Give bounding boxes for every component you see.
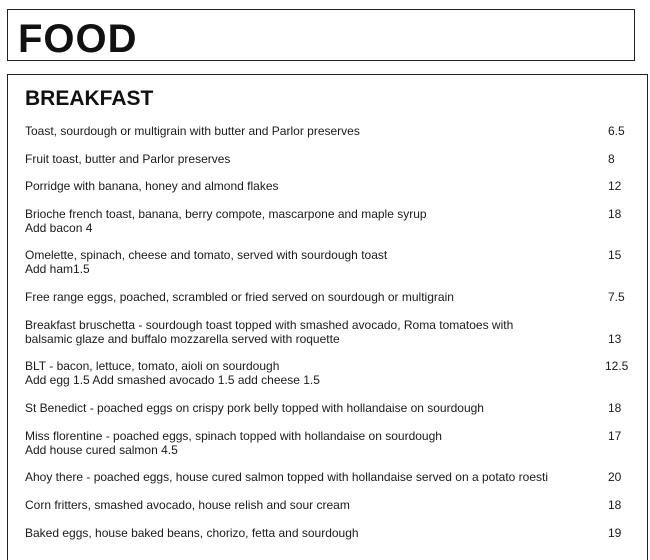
menu-item-description bbox=[25, 124, 585, 138]
menu-item-description-line: balsamic glaze and buffalo mozzarella served with roquette bbox=[25, 332, 340, 346]
menu-item-description bbox=[25, 248, 585, 276]
menu-item-description bbox=[25, 290, 585, 304]
menu-item-description-line: Miss florentine - poached eggs, spinach topped with hollandaise on sourdough bbox=[25, 429, 442, 443]
menu-item-description bbox=[25, 179, 585, 193]
menu-item-description bbox=[25, 359, 585, 387]
menu-item-description bbox=[25, 429, 585, 457]
menu-item-price: 19 bbox=[608, 526, 622, 540]
menu-item-addon-line: Add ham1.5 bbox=[25, 262, 90, 276]
menu-item-description-line: Breakfast bruschetta - sourdough toast topped with smashed avocado, Roma tomatoes with bbox=[25, 318, 514, 332]
menu-item-description bbox=[25, 152, 585, 166]
menu-item-price: 13 bbox=[608, 332, 622, 346]
menu-item-price: 15 bbox=[608, 248, 622, 262]
menu-item-description-line: BLT - bacon, lettuce, tomato, aioli on sourdough bbox=[25, 359, 280, 373]
menu-item-price: 17 bbox=[608, 429, 622, 443]
menu-item-description-line: St Benedict - poached eggs on crispy pork belly topped with hollandaise on sourdough bbox=[25, 401, 484, 415]
menu-item-description-line: Corn fritters, smashed avocado, house relish and sour cream bbox=[25, 498, 350, 512]
menu-item-addon-line: Add bacon 4 bbox=[25, 221, 93, 235]
menu-item-description-line: Baked eggs, house baked beans, chorizo, fetta and sourdough bbox=[25, 526, 359, 540]
menu-item-description-line: Free range eggs, poached, scrambled or fried served on sourdough or multigrain bbox=[25, 290, 454, 304]
menu-item-addon-line: Add egg 1.5 Add smashed avocado 1.5 add cheese 1.5 bbox=[25, 373, 320, 387]
menu-item-price: 20 bbox=[608, 470, 622, 484]
menu-item-description bbox=[25, 207, 585, 235]
menu-item-price: 12 bbox=[608, 179, 622, 193]
menu-item-price: 8 bbox=[608, 152, 615, 166]
page-title-box bbox=[7, 9, 635, 61]
menu-item-description bbox=[25, 526, 585, 540]
menu-item-price: 12.5 bbox=[605, 359, 629, 373]
menu-item-price: 18 bbox=[608, 498, 622, 512]
section-heading: BREAKFAST bbox=[25, 87, 154, 110]
menu-item-description-line: Porridge with banana, honey and almond flakes bbox=[25, 179, 279, 193]
menu-item-description bbox=[25, 401, 585, 415]
menu-item-description-line: Omelette, spinach, cheese and tomato, served with sourdough toast bbox=[25, 248, 388, 262]
menu-item-description-line: Ahoy there - poached eggs, house cured salmon topped with hollandaise served on a potato roesti bbox=[25, 470, 549, 484]
menu-item-description bbox=[25, 498, 585, 512]
breakfast-menu-section bbox=[7, 74, 648, 560]
menu-item-price: 7.5 bbox=[608, 290, 625, 304]
menu-item-price: 18 bbox=[608, 207, 622, 221]
menu-item-description-line: Brioche french toast, banana, berry compote, mascarpone and maple syrup bbox=[25, 207, 427, 221]
menu-item-price: 18 bbox=[608, 401, 622, 415]
menu-item-description bbox=[25, 318, 585, 346]
page-title: FOOD bbox=[18, 17, 138, 61]
menu-item-description-line: Toast, sourdough or multigrain with butter and Parlor preserves bbox=[25, 124, 360, 138]
menu-item-description bbox=[25, 470, 585, 484]
menu-item-description-line: Fruit toast, butter and Parlor preserves bbox=[25, 152, 231, 166]
menu-item-addon-line: Add house cured salmon 4.5 bbox=[25, 443, 178, 457]
menu-item-price: 6.5 bbox=[608, 124, 625, 138]
